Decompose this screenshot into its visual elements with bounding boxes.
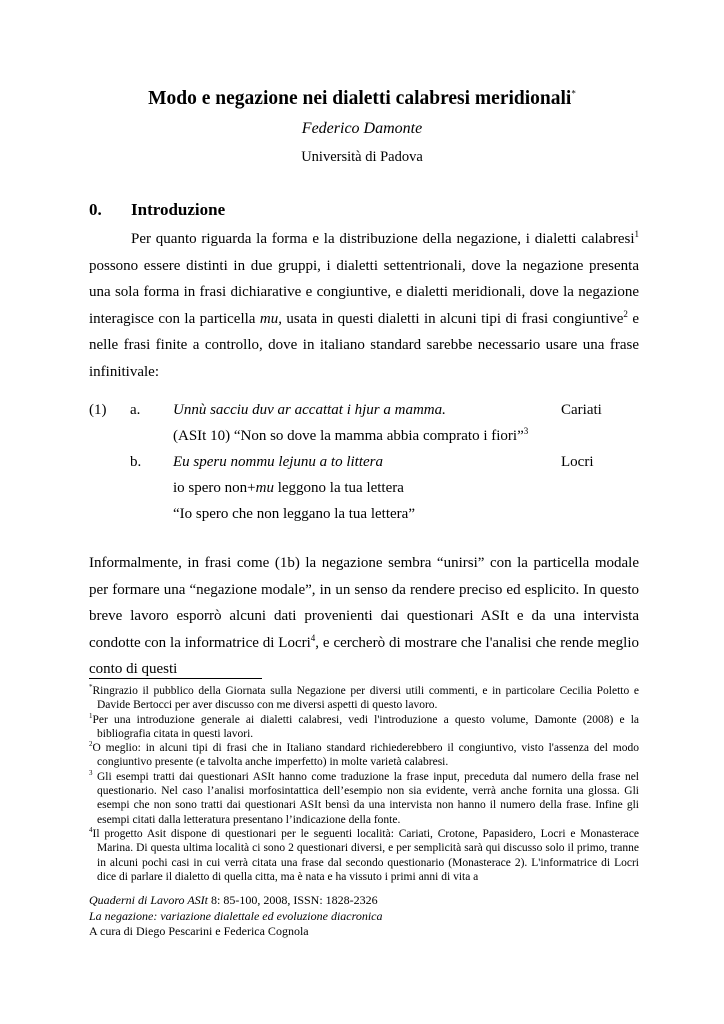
section-title: Introduzione [131,200,226,219]
journal-series: Quaderni di Lavoro ASIt [89,893,208,907]
example-b-label: b. [130,454,142,470]
footnotes [89,684,639,884]
paper-title [0,88,724,110]
example-b-gloss-mu: mu [255,480,274,496]
footnote [89,770,639,827]
footnote-text: Per una introduzione generale ai dialetti calabresi, vedi l'introduzione a questo volume, Damonte (2008) e la bibliografia citata in questi lavori. [92,713,639,740]
footnote-ref-2: 2 [623,308,628,319]
example-a-place: Cariati [561,402,602,418]
para1-text-1: Per quanto riguarda la forma e la distribuzione della negazione, i dialetti calabresi [131,231,635,247]
intro-paragraph-1 [89,226,639,385]
para2-text-1: Informalmente, in frasi come (1b) la negazione sembra “unirsi” con la particella modale per formare una “negazione modale”, in un senso da rendere preciso ed esplicito. In questo breve lavoro esporrò alcuni dati provenienti dai questionari ASIt e da una intervista condotte con la informatrice di Locri [89,555,639,651]
section-number: 0. [89,200,102,219]
footnote-ref-4: 4 [310,632,316,643]
section-heading [89,200,225,220]
example-b-gloss-pre: io spero non+ [173,480,256,496]
title-text: Modo e negazione nei dialetti calabresi meridionali [148,88,572,109]
example-b-place: Locri [561,454,594,470]
example-b-gloss-post: leggono la tua lettera [273,480,404,496]
example-b-translation: “Io spero che non leggano la tua lettera” [173,506,415,522]
example-a-dialect: Unnù sacciu duv ar accattat i hjur a mamma. [173,402,446,418]
journal-volume-title: La negazione: variazione dialettale ed evoluzione diacronica [89,908,383,923]
example-b-gloss [173,480,404,497]
example-a-gloss [173,428,528,445]
footnote-mark: 2 [89,740,93,749]
journal-info [89,893,383,940]
author-affiliation: Università di Padova [301,149,423,165]
para1-text-2: possono essere distinti in due gruppi, i dialetti settentrionali, dove la negazione presenta una sola forma in frasi dichiarative e congiuntive, e dialetti meridionali, dove la negazione interagisce con la particella [89,257,639,327]
example-a-gloss-text: (ASIt 10) “Non so dove la mamma abbia comprato i fiori” [173,428,524,444]
footnote-text: Il progetto Asit dispone di questionari per le seguenti località: Cariati, Crotone, Papasidero, Locri e Monasterace Marina. Di questa ultima località ci sono 2 questionari diversi, e per semplicità sarà qui discusso solo il primo, tranne in alcuni pochi casi in cui verrà citata una frase dal secondo questionario (Monasterace 2). L'informatrice di Locri dice di parlare il dialetto di quella citta, ma è nata e ha vissuto i primi anni di vita a [92,827,639,883]
footnote-text: Gli esempi tratti dai questionari ASIt hanno come traduzione la frase input, preceduta dal numero della frase nel questionario. Nel caso l’analisi morfosintattica dell’esempio non sia evidente, verrà anche fornita una glossa. Gli esempi che non sono tratti dai questionari ASIt bensì da una intervista non hanno il numero della frase. Infine gli esempi citati dalla letteratura presentano l’indicazione della fonte. [92,770,639,826]
footnote [89,684,639,713]
footnote [89,713,639,742]
example-b-dialect: Eu speru nommu lejunu a to littera [173,454,383,470]
example-a-label: a. [130,402,141,418]
footnote-text: O meglio: in alcuni tipi di frasi che in Italiano standard richiederebbero il congiuntivo, visto l'assenza del modo congiuntivo presente (e talvolta anche imperfetto) in molte varietà calabresi. [92,742,639,769]
footnote-mark: 4 [89,826,93,835]
para1-text-4: e nelle frasi finite a controllo, dove in italiano standard sarebbe necessario usare una frase infinitivale: [89,310,639,380]
footnote-ref-3: 3 [523,426,529,436]
footnote-ref-1: 1 [634,229,639,239]
footnote [89,741,639,770]
footnote-text: Ringrazio il pubblico della Giornata sulla Negazione per diversi utili commenti, e in particolare Cecilia Poletto e Davide Bertocci per aver discusso con me diversi aspetti di questo lavoro. [92,685,639,712]
journal-citation [89,893,383,909]
para2-text-2: , e cercherò di mostrare che l'analisi che rende meglio conto di questi [89,634,639,677]
footnote-mark: 1 [89,711,93,720]
para1-text-3: , usata in questi dialetti in alcuni tipi di frasi congiuntive [278,310,624,327]
author-name: Federico Damonte [301,120,423,137]
footnote-separator [89,678,262,679]
example-number: (1) [89,402,107,418]
footnote [89,827,639,884]
particle-mu: mu [259,310,279,327]
journal-editors: A cura di Diego Pescarini e Federica Cognola [89,924,309,938]
intro-paragraph-2 [89,550,639,683]
footnote-mark: * [89,683,93,692]
title-footnote-mark: * [571,88,576,99]
footnote-mark: 3 [89,768,93,777]
journal-details: 8: 85-100, 2008, ISSN: 1828-2326 [208,893,378,907]
